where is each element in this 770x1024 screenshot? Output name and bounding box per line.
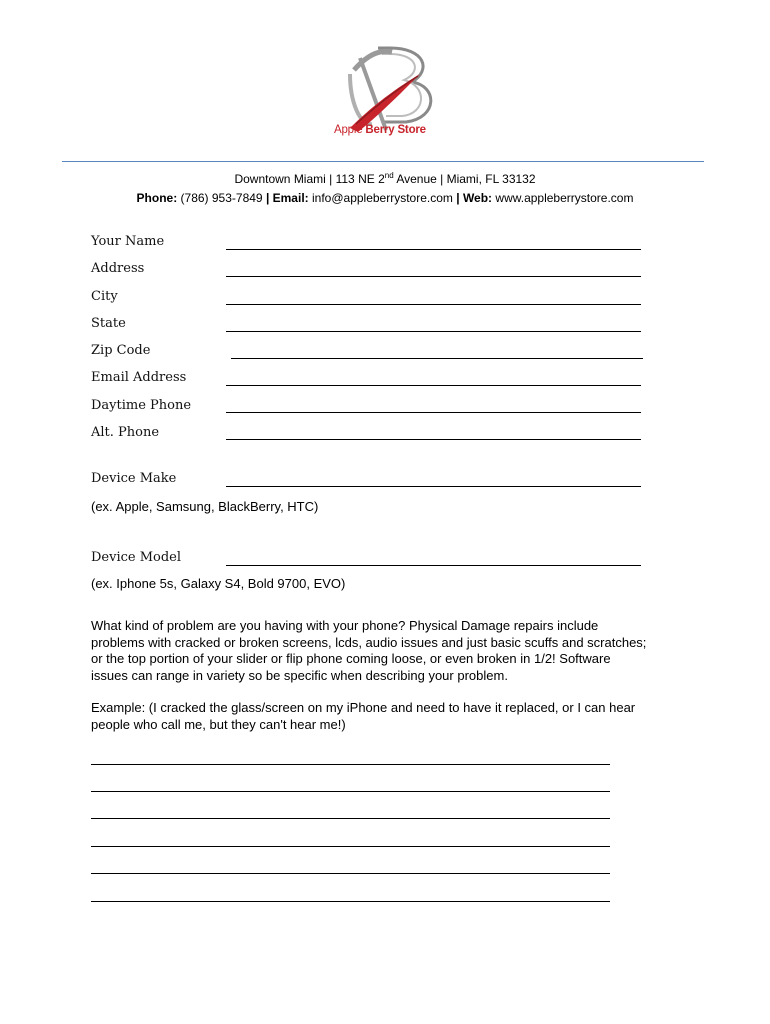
your-name-field[interactable] — [226, 249, 641, 250]
your-name-label: Your Name — [91, 234, 165, 249]
email-address-label: Email Address — [91, 370, 187, 385]
zip-code-label: Zip Code — [91, 343, 151, 358]
logo-wordmark — [334, 124, 426, 136]
alt-phone-label: Alt. Phone — [91, 425, 160, 440]
answer-line[interactable] — [91, 873, 610, 874]
zip-code-field[interactable] — [231, 358, 643, 359]
alt-phone-field[interactable] — [226, 439, 641, 440]
web-label: Web: — [459, 191, 493, 205]
answer-line[interactable] — [91, 846, 610, 847]
device-make-hint: (ex. Apple, Samsung, BlackBerry, HTC) — [91, 499, 319, 514]
problem-description: What kind of problem are you having with your phone? Physical Damage repairs include problems with cracked or broken screens, lcds, audio issues and just basic scuffs and scratches; or the top portion of your slider or flip phone coming loose, or even broken in 1/2! Software issues can range in variety so be specific when describing your problem. — [91, 618, 647, 683]
address-field[interactable] — [226, 276, 641, 277]
city-label: City — [91, 289, 118, 304]
separator: | — [265, 191, 270, 205]
separator: | — [456, 191, 460, 205]
problem-example: Example: (I cracked the glass/screen on my iPhone and need to have it replaced, or I can hear people who call me, but they can't hear me!) — [91, 700, 636, 732]
address-label: Address — [91, 261, 145, 276]
web-value[interactable]: www.appleberrystore.com — [492, 191, 634, 205]
email-value[interactable]: info@appleberrystore.com — [308, 191, 457, 205]
phone-value[interactable]: (786) 953-7849 — [177, 191, 266, 205]
header-divider — [62, 161, 704, 162]
device-model-field[interactable] — [226, 565, 641, 566]
email-label: Email: — [269, 191, 309, 205]
address-line — [0, 172, 770, 186]
device-make-label: Device Make — [91, 471, 177, 486]
daytime-phone-field[interactable] — [226, 412, 641, 413]
email-address-field[interactable] — [226, 385, 641, 386]
logo-brand-part1: Apple — [334, 124, 363, 136]
address-prefix: Downtown Miami | 113 NE 2 — [234, 172, 385, 186]
device-model-hint: (ex. Iphone 5s, Galaxy S4, Bold 9700, EVO) — [91, 576, 346, 591]
answer-line[interactable] — [91, 901, 610, 902]
device-model-label: Device Model — [91, 550, 182, 565]
answer-line[interactable] — [91, 764, 610, 765]
address-sup: nd — [384, 171, 394, 180]
state-field[interactable] — [226, 331, 641, 332]
address-suffix: Avenue | Miami, FL 33132 — [393, 172, 536, 186]
daytime-phone-label: Daytime Phone — [91, 398, 192, 413]
city-field[interactable] — [226, 304, 641, 305]
logo-brand-part2: Berry Store — [365, 124, 426, 136]
state-label: State — [91, 316, 126, 331]
phone-label: Phone: — [136, 191, 178, 205]
device-make-field[interactable] — [226, 486, 641, 487]
answer-line[interactable] — [91, 791, 610, 792]
answer-line[interactable] — [91, 818, 610, 819]
contact-line — [0, 191, 770, 205]
